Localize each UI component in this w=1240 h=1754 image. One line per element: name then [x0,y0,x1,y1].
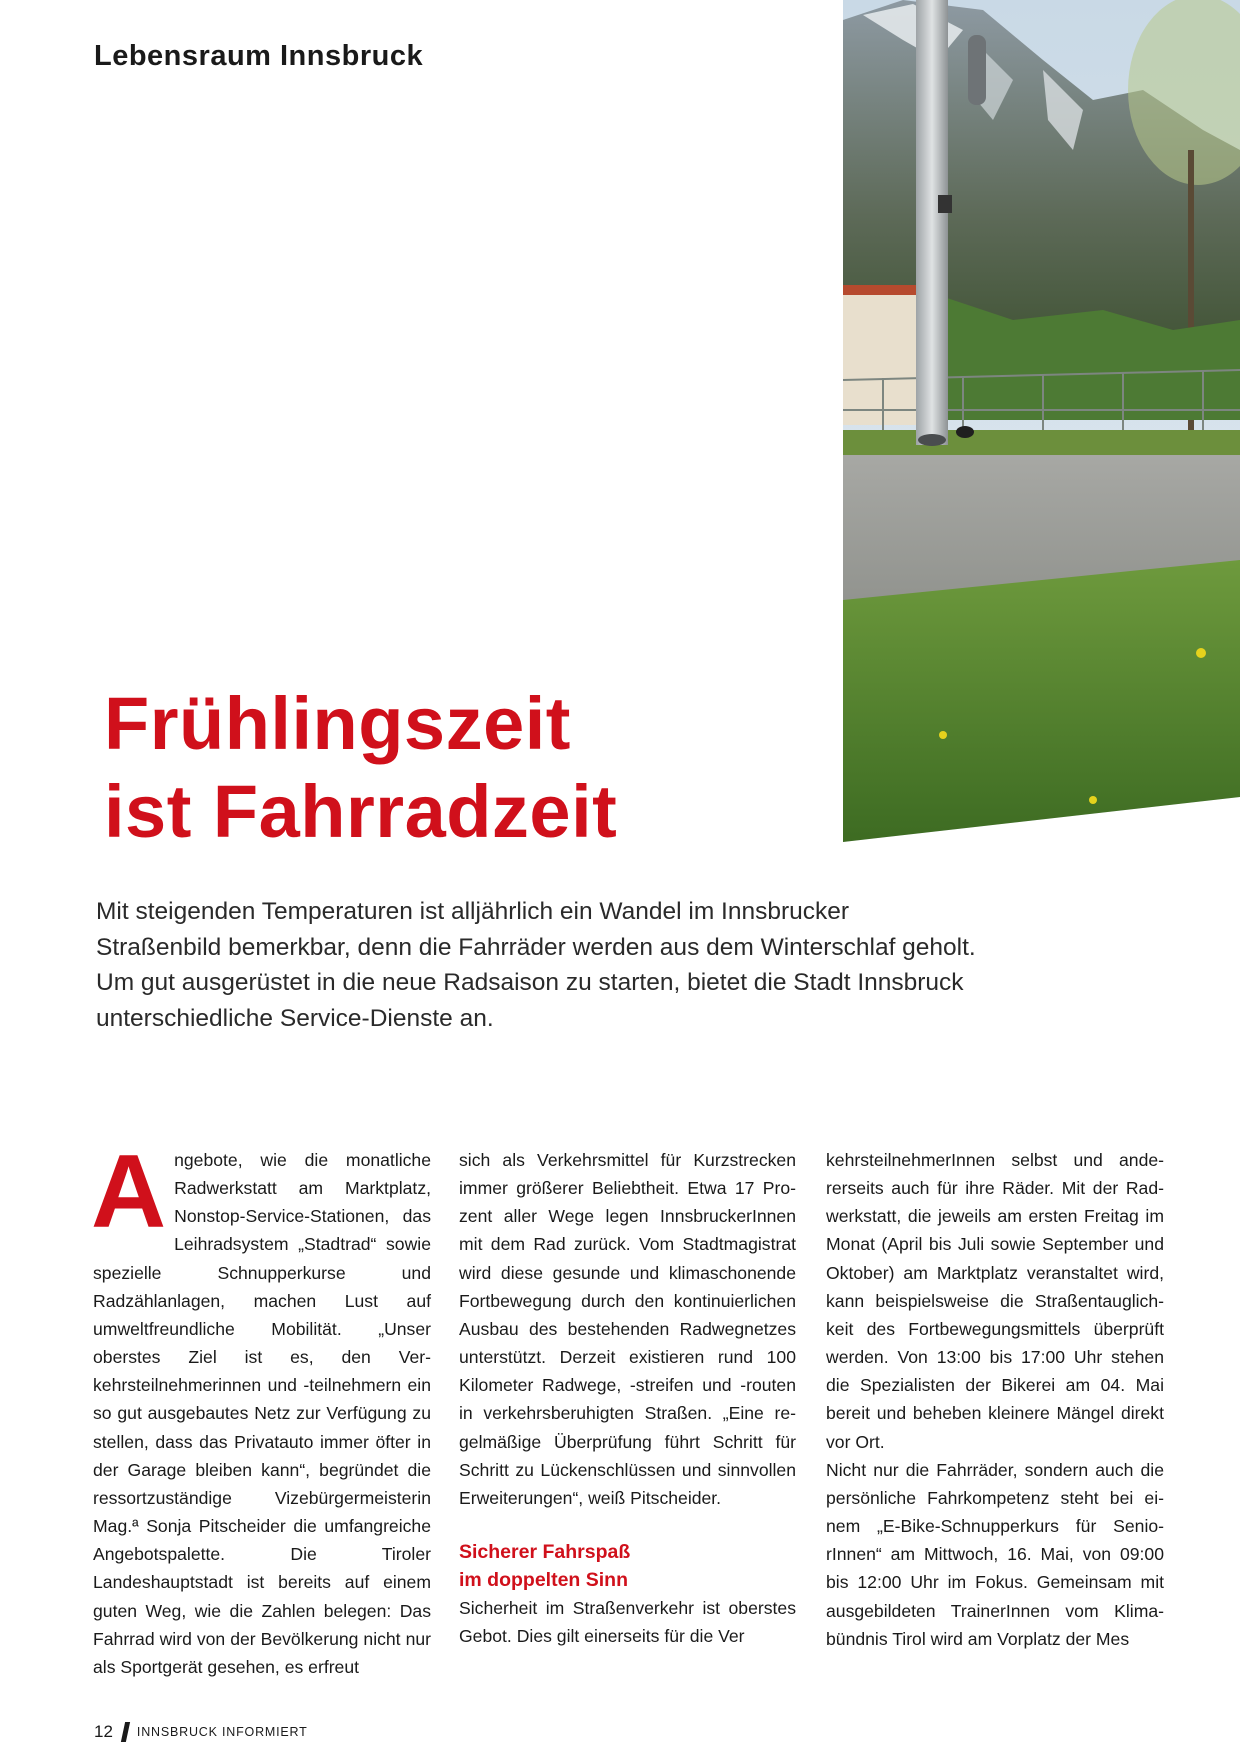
body-column-2 [459,1146,796,1650]
title-line-1: Frühlingszeit [104,682,571,765]
publication-name: INNSBRUCK INFORMIERT [136,1725,308,1739]
section-label: Lebensraum Innsbruck [94,40,424,72]
page-footer [94,1722,308,1742]
column-1-text: ngebote, wie die monatliche Radwerkstatt am Marktplatz, Nonstop-Service-Stationen, das Leihradsystem „Stadtrad“ sowie spezielle Schnupperkurse und Radzählanlagen, machen Lust auf umweltfreundliche Mobilität. „Unser oberstes Ziel ist es, den Verkehrsteilnehmerinnen und -teilnehmern ein so gut ausgebautes Netz zur Verfügung zu stellen, dass das Privatauto immer öfter in der Garage bleiben kann“, begründet die ressortzuständige Vizebürgermeisterin Mag.ª Sonja Pitscheider die umfangreiche Angebotspalette. Die Tiroler Landeshauptstadt ist bereits auf einem guten Weg, wie die Zahlen belegen: Das Fahrrad wird von der Bevölkerung nicht nur als Sportgerät gesehen, es erfreut [93,1150,431,1677]
body-column-1 [91,1134,431,1681]
footer-slash-divider [121,1722,130,1742]
subheading-line-1: Sicherer Fahrspaß [459,1541,631,1564]
column-2-text: sich als Verkehrsmittel für Kurzstrecken immer größerer Beliebtheit. Etwa 17 Prozent aller Wege legen InnsbruckerInnen mit dem Rad zurück. Vom Stadtmagistrat wird diese gesunde und klimaschonende Fortbewegung durch den kontinuierlichen Ausbau des bestehenden Radwegnetzes unterstützt. Derzeit existieren rund 100 Kilometer Radwege, -streifen und -routen in verkehrsberuhigten Straßen. „Eine regelmäßige Überprüfung führt Schritt für Schritt zu Lückenschlüssen und sinnvollen Erweiterungen“, weiß Pitscheider. [459,1150,796,1508]
column-3-paragraph-1: kehrsteilnehmerInnen selbst und andererseits auch für ihre Räder. Mit der Radwerkstatt, die jeweils am ersten Freitag im Monat (April bis Juli sowie September und Oktober) am Marktplatz veranstaltet wird, kann beispielsweise die Straßentauglichkeit des Fortbewegungsmittels überprüft werden. Von 13:00 bis 17:00 Uhr stehen die Spezialisten der Bikerei am 04. Mai bereit und beheben kleinere Mängel direkt vor Ort. [826,1150,1164,1452]
drop-cap: A [91,1134,167,1250]
column-3-paragraph-2: Nicht nur die Fahrräder, sondern auch die persönliche Fahrkompetenz steht bei einem „E-Bike-Schnupperkurs für SeniorInnen“ am Mittwoch, 16. Mai, von 09:00 bis 12:00 Uhr im Fokus. Gemeinsam mit ausgebildeten TrainerInnen vom Klimabündnis Tirol wird am Vorplatz der Mes [826,1459,1164,1649]
subheading-line-2: im doppelten Sinn [459,1569,628,1592]
column-2-continued-text: Sicherheit im Straßenverkehr ist oberstes Gebot. Dies gilt einerseits für die Ver [459,1598,796,1647]
lead-paragraph: Mit steigenden Temperaturen ist alljährlich ein Wandel im Innsbrucker Straßenbild bemerkbar, denn die Fahrräder werden aus dem Winterschlaf geholt. Um gut ausgerüstet in die neue Radsaison zu starten, bietet die Stadt Innsbruck unterschiedliche Service-Dienste an. [96,898,976,1032]
body-column-3 [826,1146,1164,1653]
bicycle-path-photo-icon [843,0,1240,842]
article-photo [843,0,1240,842]
page-number: 12 [94,1722,113,1741]
article-title [104,680,617,856]
title-line-2: ist Fahrradzeit [104,770,618,853]
subheading [459,1538,796,1594]
